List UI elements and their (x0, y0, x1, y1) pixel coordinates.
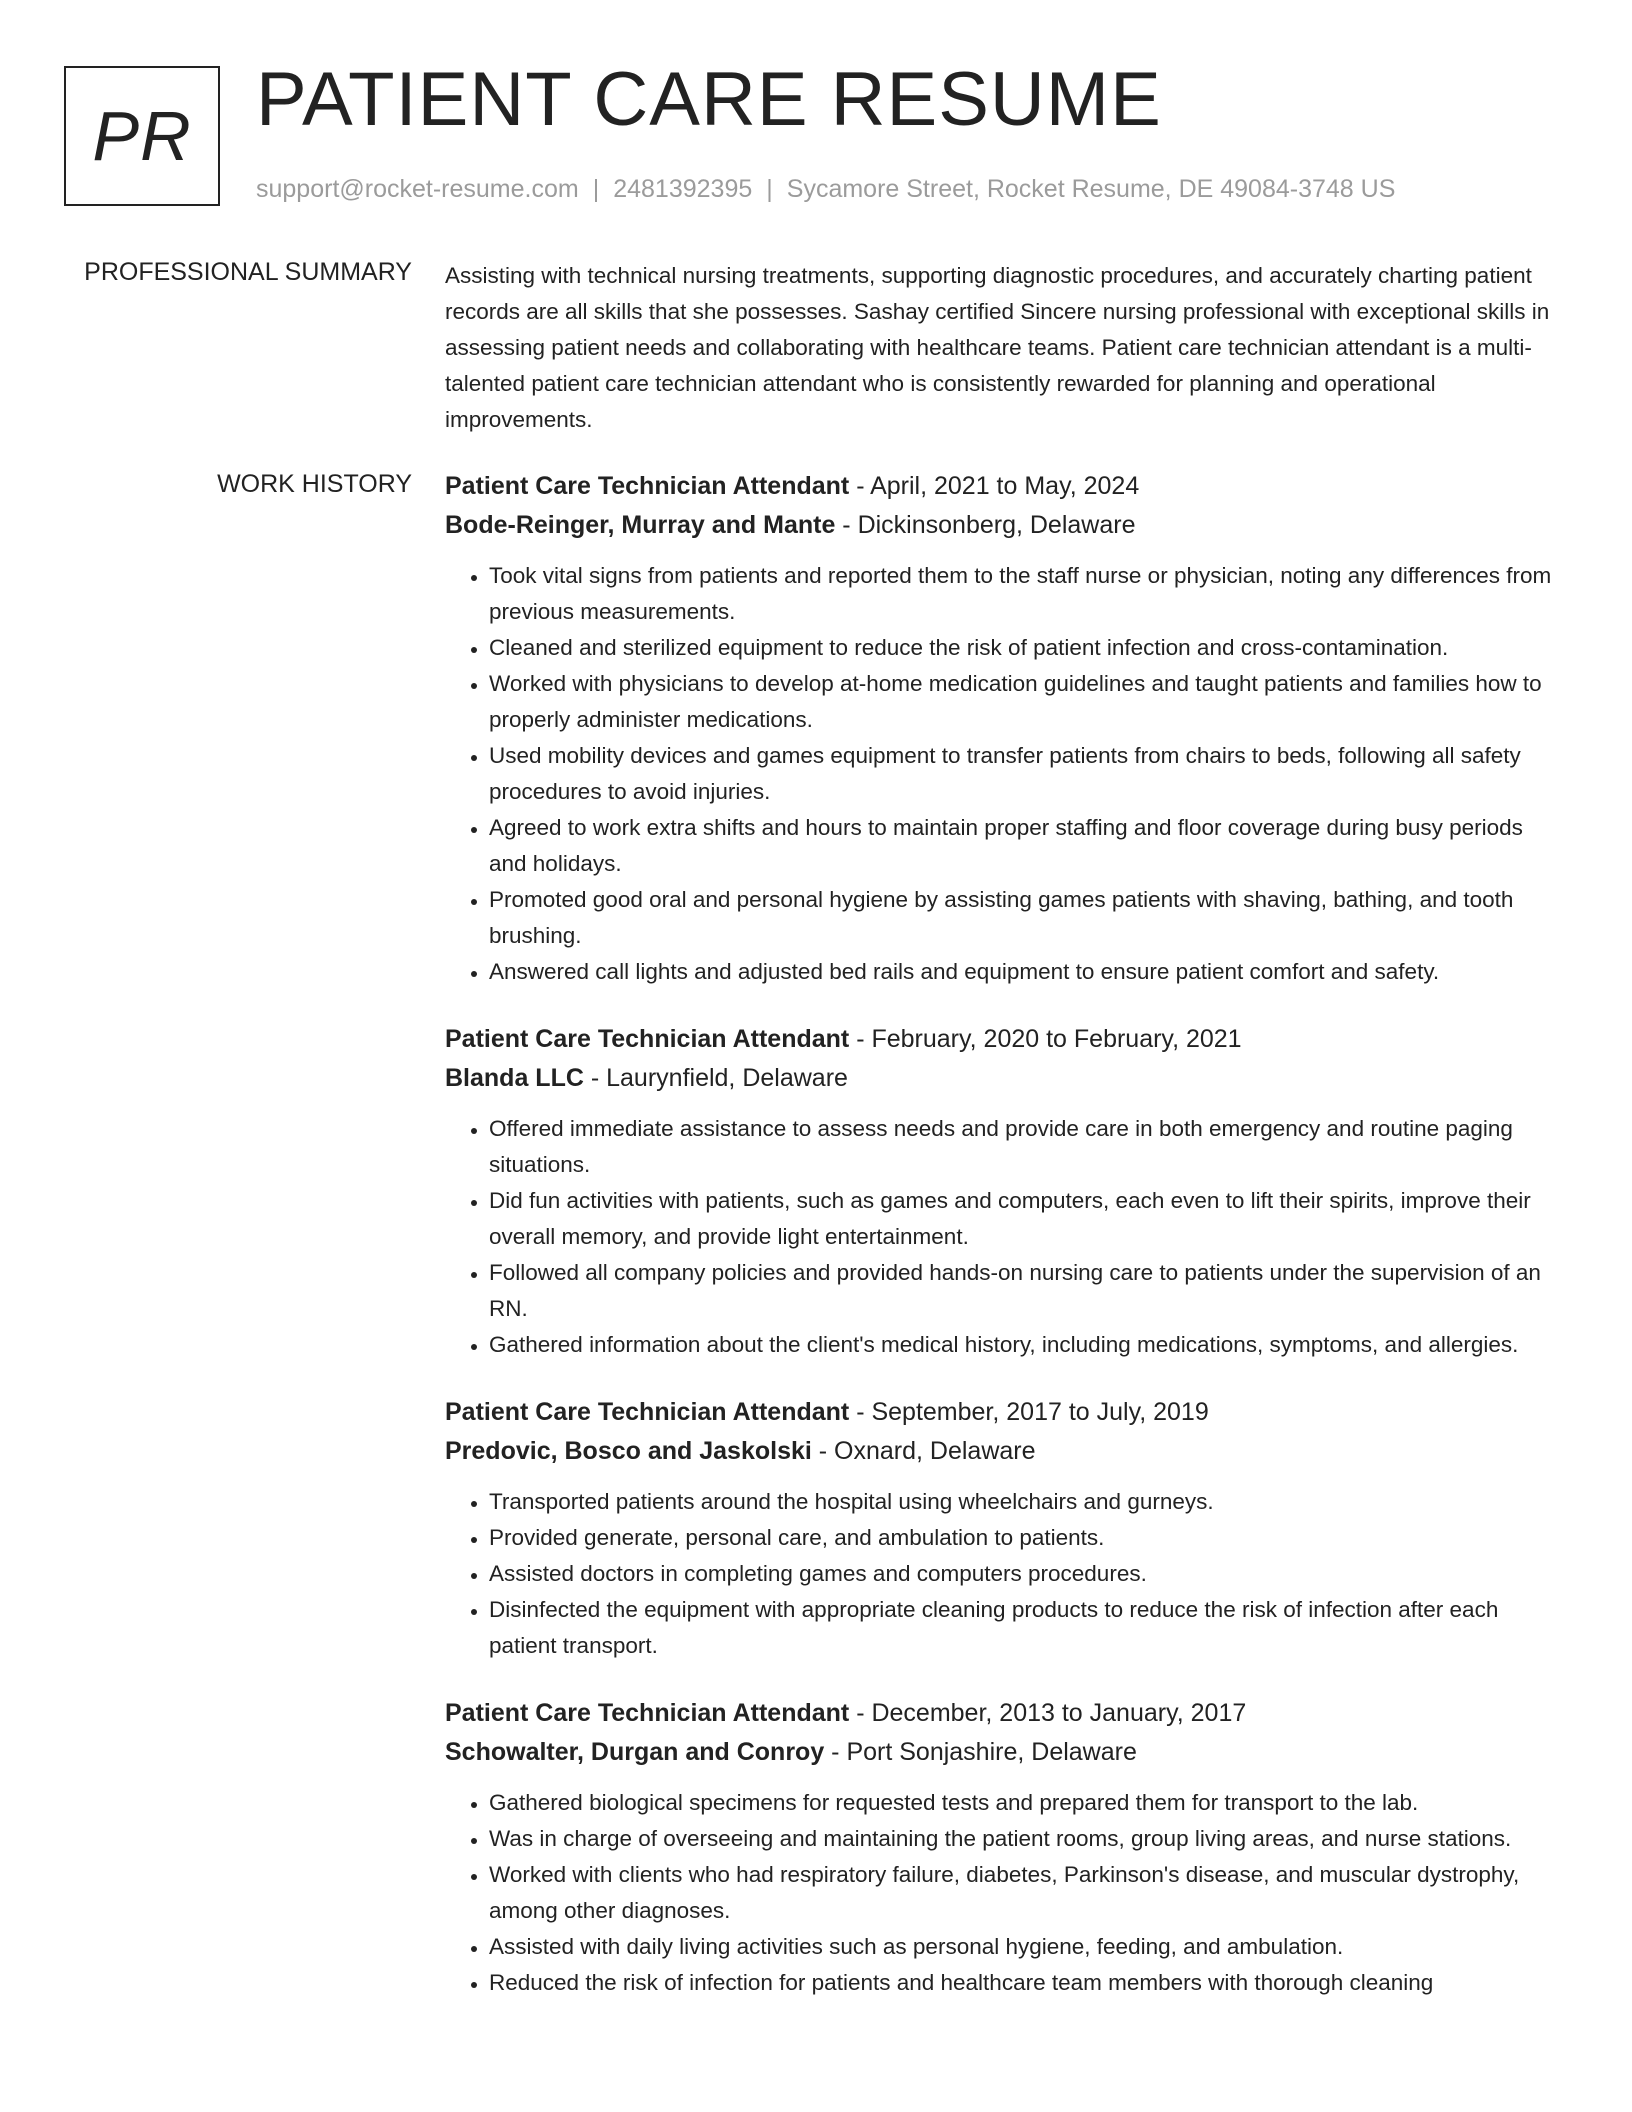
job-entry (445, 467, 1565, 990)
job-bullet: • Promoted good oral and personal hygiene by assisting games patients with shaving, bathing, and tooth brushing. (489, 882, 1565, 954)
contact-line (256, 175, 1395, 204)
job-location: - Laurynfield, Delaware (583, 1064, 848, 1092)
job-bullet: • Used mobility devices and games equipment to transfer patients from chairs to beds, following all safety procedures to avoid injuries. (489, 738, 1565, 810)
job-company: Bode-Reinger, Murray and Mante (445, 511, 836, 539)
job-title: Patient Care Technician Attendant (445, 1398, 850, 1426)
monogram-initials: PR (92, 97, 192, 175)
job-title: Patient Care Technician Attendant (445, 472, 850, 500)
job-bullet: • Agreed to work extra shifts and hours to maintain proper staffing and floor coverage during busy periods and holidays. (489, 810, 1565, 882)
job-title-line (445, 1020, 1565, 1059)
job-dates: - February, 2020 to February, 2021 (849, 1025, 1242, 1053)
job-title-line (445, 1393, 1565, 1432)
job-bullet: • Assisted with daily living activities such as personal hygiene, feeding, and ambulation. (489, 1929, 1565, 1965)
job-bullets (445, 558, 1565, 990)
job-bullet: • Cleaned and sterilized equipment to reduce the risk of patient infection and cross-contamination. (489, 630, 1565, 666)
work-history (445, 467, 1565, 2001)
job-bullet: • Transported patients around the hospital using wheelchairs and gurneys. (489, 1484, 1565, 1520)
job-company-line (445, 1432, 1565, 1471)
contact-separator: | (592, 175, 600, 203)
job-bullet: • Worked with physicians to develop at-home medication guidelines and taught patients and families how to properly administer medications. (489, 666, 1565, 738)
job-bullet: • Assisted doctors in completing games and computers procedures. (489, 1556, 1565, 1592)
job-bullet: • Disinfected the equipment with appropriate cleaning products to reduce the risk of infection after each patient transport. (489, 1592, 1565, 1664)
job-bullet: • Followed all company policies and provided hands-on nursing care to patients under the supervision of an RN. (489, 1255, 1565, 1327)
contact-phone: 2481392395 (613, 175, 753, 203)
job-bullet: • Gathered information about the client's medical history, including medications, symptoms, and allergies. (489, 1327, 1565, 1363)
summary-text: Assisting with technical nursing treatments, supporting diagnostic procedures, and accurately charting patient records are all skills that she possesses. Sashay certified Sincere nursing professional with exceptional skills in assessing patient needs and collaborating with healthcare teams. Patient care technician attendant is a multi-talented patient care technician attendant who is consistently rewarded for planning and operational improvements. (445, 263, 1550, 432)
job-title: Patient Care Technician Attendant (445, 1699, 850, 1727)
job-bullet: • Took vital signs from patients and reported them to the staff nurse or physician, noting any differences from previous measurements. (489, 558, 1565, 630)
job-entry (445, 1020, 1565, 1363)
job-dates: - December, 2013 to January, 2017 (849, 1699, 1247, 1727)
job-company-line (445, 506, 1565, 545)
resume-title: PATIENT CARE RESUME (256, 57, 1162, 142)
job-company: Schowalter, Durgan and Conroy (445, 1738, 825, 1766)
work-history-heading: WORK HISTORY (217, 470, 412, 498)
job-bullet: • Was in charge of overseeing and maintaining the patient rooms, group living areas, and nurse stations. (489, 1821, 1565, 1857)
job-location: - Dickinsonberg, Delaware (835, 511, 1136, 539)
monogram-box (64, 66, 220, 206)
job-bullets (445, 1111, 1565, 1363)
job-company: Blanda LLC (445, 1064, 584, 1092)
job-bullets (445, 1484, 1565, 1664)
job-company: Predovic, Bosco and Jaskolski (445, 1437, 812, 1465)
job-entry (445, 1393, 1565, 1664)
job-bullet: • Reduced the risk of infection for patients and healthcare team members with thorough cleaning (489, 1965, 1565, 2001)
job-bullet: • Provided generate, personal care, and ambulation to patients. (489, 1520, 1565, 1556)
job-title: Patient Care Technician Attendant (445, 1025, 850, 1053)
job-bullets (445, 1785, 1565, 2001)
job-dates: - September, 2017 to July, 2019 (849, 1398, 1209, 1426)
job-bullet: • Answered call lights and adjusted bed rails and equipment to ensure patient comfort and safety. (489, 954, 1565, 990)
job-title-line (445, 467, 1565, 506)
summary-heading: PROFESSIONAL SUMMARY (84, 258, 412, 286)
job-company-line (445, 1059, 1565, 1098)
job-bullet: • Offered immediate assistance to assess needs and provide care in both emergency and routine paging situations. (489, 1111, 1565, 1183)
job-dates: - April, 2021 to May, 2024 (849, 472, 1140, 500)
job-title-line (445, 1694, 1565, 1733)
job-bullet: • Did fun activities with patients, such as games and computers, each even to lift their spirits, improve their overall memory, and provide light entertainment. (489, 1183, 1565, 1255)
job-company-line (445, 1733, 1565, 1772)
contact-address: Sycamore Street, Rocket Resume, DE 49084-3748 US (786, 175, 1396, 203)
contact-email: support@rocket-resume.com (256, 175, 579, 203)
job-bullet: • Worked with clients who had respiratory failure, diabetes, Parkinson's disease, and muscular dystrophy, among other diagnoses. (489, 1857, 1565, 1929)
contact-separator: | (766, 175, 773, 203)
job-location: - Oxnard, Delaware (811, 1437, 1036, 1465)
job-location: - Port Sonjashire, Delaware (824, 1738, 1137, 1766)
job-entry (445, 1694, 1565, 2001)
job-bullet: • Gathered biological specimens for requested tests and prepared them for transport to the lab. (489, 1785, 1565, 1821)
